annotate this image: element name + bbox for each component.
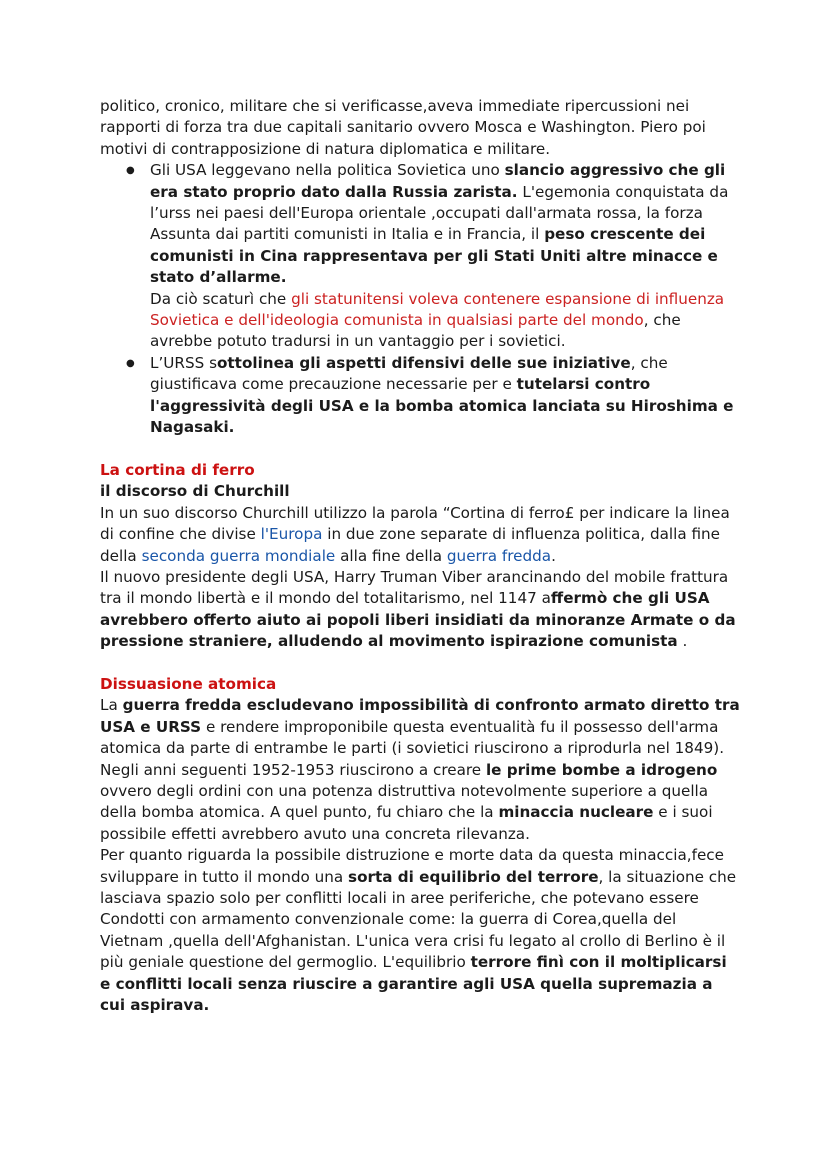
spacer (100, 653, 740, 674)
link-seconda-guerra-mondiale[interactable]: seconda guerra mondiale (141, 546, 336, 565)
bold-text: terrore finì con il moltiplicarsi e conflitti locali senza riuscire a garantire agli USA quella supremazia a cui aspirava. (100, 953, 727, 1015)
bold-text: minaccia nucleare (498, 803, 654, 822)
truman-paragraph (100, 567, 740, 653)
paragraph-text: . (677, 632, 688, 651)
bold-text: slancio aggressivo che gli era stato proprio dato dalla Russia zarista. (150, 161, 726, 201)
paragraph-text: e rendere improponibile questa eventualità fu il possesso dell'arma atomica da parte di entrambe le parti (i sovietici riuscirono a riprodurla nel 1849). Negli anni seguenti 1952-1953 riuscirono a creare (100, 717, 725, 779)
subheading-text: il discorso di Churchill (100, 482, 290, 501)
paragraph-text: alla fine della (335, 546, 447, 565)
paragraph-text: Il nuovo presidente degli USA, Harry Truman Viber arancinando del mobile frattura tra il mondo libertà e il mondo del totalitarismo, nel 1147 a (100, 567, 729, 608)
bold-text: sorta di equilibrio del terrore (348, 867, 599, 886)
bold-text: tutelarsi contro l'aggressività degli USA e la bomba atomica lanciata su Hiroshima e Nagasaki. (150, 375, 734, 437)
highlighted-red-text: gli statunitensi voleva contenere espansione di influenza Sovietica e dell'ideologia comunista in qualsiasi parte del mondo (150, 289, 725, 330)
bold-text: le prime bombe a idrogeno (485, 760, 718, 779)
bullet-text: L’URSS s (150, 353, 217, 372)
link-guerra-fredda[interactable]: guerra fredda (446, 546, 552, 565)
dissuasione-paragraph-2 (100, 845, 740, 1016)
section-subheading-churchill (100, 481, 740, 502)
bullet-text: L'egemonia conquistata da l’urss nei paesi dell'Europa orientale ,occupati dall'armata rossa, la forza Assunta dai partiti comunisti in Italia e in Francia, il (150, 182, 729, 244)
paragraph-text: In un suo discorso Churchill utilizzo la parola “Cortina di ferro£ per indicare la linea di confine che divise (100, 503, 730, 544)
bullet-text: , che avrebbe potuto tradursi in un vantaggio per i sovietici. (150, 311, 681, 351)
paragraph-text: e i suoi possibile effetti avrebbero avuto una concreta rilevanza. (100, 803, 713, 843)
paragraph-text: . (551, 546, 556, 565)
bold-text: peso crescente dei comunisti in Cina rappresentava per gli Stati Uniti altre minacce e stato d’allarme. (150, 225, 718, 287)
link-europa[interactable]: l'Europa (260, 525, 323, 544)
paragraph-text: La (100, 696, 123, 715)
bullet-list (100, 160, 740, 438)
bold-text: ffermò che gli USA avrebbero offerto aiuto ai popoli liberi insidiati da minoranze Armate o da pressione straniere, alludendo al movimento ispirazione comunista (100, 589, 736, 651)
section-heading-dissuasione: Dissuasione atomica (100, 674, 277, 693)
bold-text: ottolinea gli aspetti difensivi delle sue iniziative (216, 353, 631, 372)
document-body (100, 96, 740, 1016)
intro-text: politico, cronico, militare che si verificasse,aveva immediate ripercussioni nei rapporti di forza tra due capitali sanitario ovvero Mosca e Washington. Piero poi motivi di contrapposizione di natura diplomatica e militare. (100, 97, 706, 158)
spacer (100, 439, 740, 460)
paragraph-text: ovvero degli ordini con una potenza distruttiva notevolmente superiore a quella della bomba atomica. A quel punto, fu chiaro che la (100, 781, 709, 822)
bullet-text: Gli USA leggevano nella politica Sovietica uno (150, 161, 505, 180)
paragraph-text: , la situazione che lasciava spazio solo per conflitti locali in aree periferiche, che potevano essere Condotti con armamento convenzionale come: la guerra di Corea,quella del Vietnam ,quella dell'Afghanistan. L'unica vera crisi fu legato al crollo di Berlino è il più geniale questione del germoglio. L'equilibrio (100, 867, 737, 972)
intro-paragraph (100, 96, 740, 160)
churchill-paragraph (100, 503, 740, 567)
bold-text: guerra fredda escludevano impossibilità di confronto armato diretto tra USA e URSS (100, 696, 740, 736)
paragraph-text: in due zone separate di influenza politica, dalla fine della (100, 525, 721, 565)
bullet-text: Da ciò scaturì che (150, 289, 292, 308)
section-heading-cortina: La cortina di ferro (100, 460, 255, 479)
bullet-text: , che giustificava come precauzione necessarie per e (150, 353, 668, 394)
bullet-item-usa (100, 160, 740, 353)
bullet-item-urss (100, 353, 740, 439)
dissuasione-paragraph-1 (100, 695, 740, 845)
paragraph-text: Per quanto riguarda la possibile distruzione e morte data da questa minaccia,fece sviluppare in tutto il mondo una (100, 846, 724, 886)
